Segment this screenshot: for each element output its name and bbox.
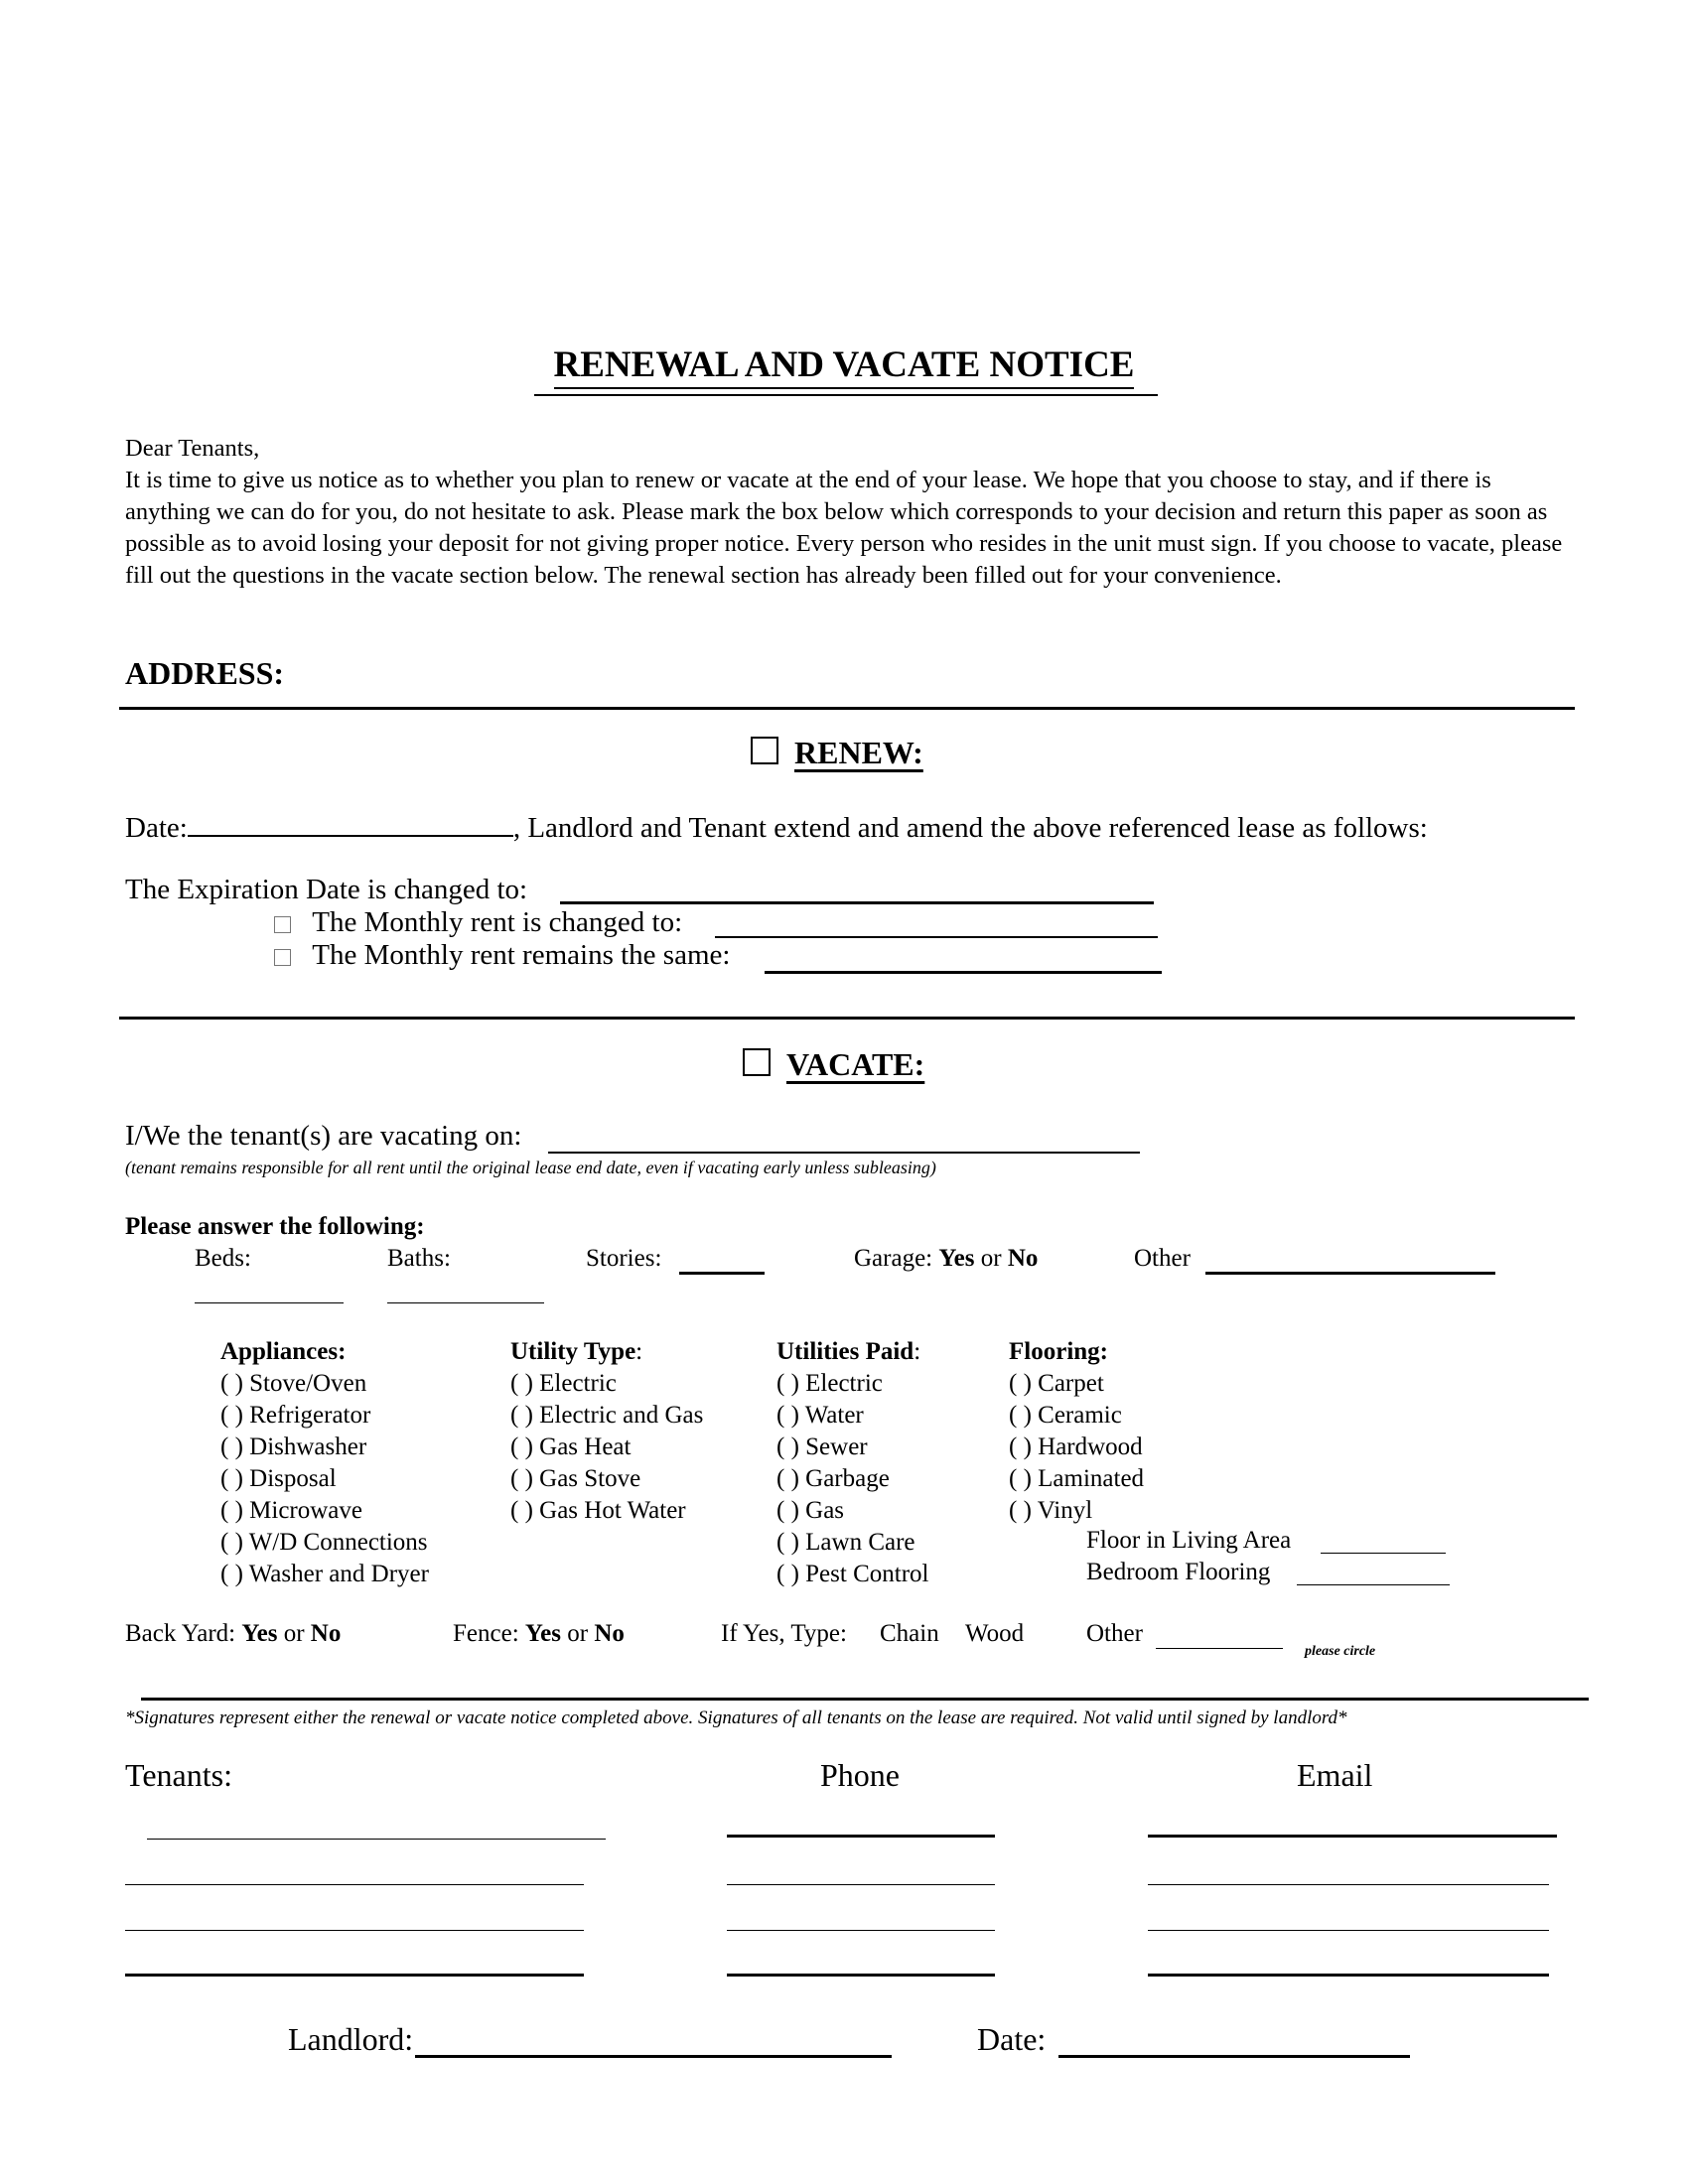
rent-changed-row — [274, 906, 682, 939]
fence-other-label: Other — [1086, 1620, 1143, 1647]
living-area-label: Floor in Living Area — [1086, 1527, 1292, 1554]
utilities-paid-option[interactable]: ( ) Electric — [776, 1370, 883, 1397]
beds-label: Beds: — [195, 1245, 251, 1272]
flooring-option[interactable]: ( ) Hardwood — [1009, 1433, 1143, 1460]
vacating-date-field[interactable] — [548, 1152, 1140, 1154]
appliance-option[interactable]: ( ) Refrigerator — [220, 1402, 371, 1429]
back-yard-label: Back Yard: — [125, 1620, 236, 1647]
rent-changed-field[interactable] — [715, 936, 1158, 938]
utility-type-option[interactable]: ( ) Gas Stove — [510, 1465, 641, 1492]
tenant-signature-field[interactable] — [125, 1974, 584, 1977]
utility-type-option[interactable]: ( ) Gas Heat — [510, 1433, 632, 1460]
phone-label: Phone — [820, 1757, 900, 1793]
rent-same-label: The Monthly rent remains the same: — [312, 939, 731, 971]
appliances-header: Appliances: — [220, 1338, 347, 1365]
landlord-signature-field[interactable] — [415, 2055, 892, 2058]
utilities-paid-option[interactable]: ( ) Water — [776, 1402, 864, 1429]
renew-heading — [751, 735, 923, 771]
landlord-date-field[interactable] — [1058, 2055, 1410, 2058]
baths-label: Baths: — [387, 1245, 451, 1272]
rent-changed-label: The Monthly rent is changed to: — [312, 906, 683, 938]
utility-type-option[interactable]: ( ) Electric and Gas — [510, 1402, 704, 1429]
appliance-option[interactable]: ( ) Disposal — [220, 1465, 337, 1492]
page-title: RENEWAL AND VACATE NOTICE — [0, 343, 1688, 389]
utilities-paid-option[interactable]: ( ) Lawn Care — [776, 1529, 915, 1556]
garage-row — [854, 1245, 1038, 1273]
tenant-signature-field[interactable] — [125, 1884, 584, 1885]
flooring-header: Flooring: — [1009, 1338, 1108, 1365]
rent-same-field[interactable] — [765, 971, 1162, 974]
intro-letter — [125, 433, 1575, 592]
back-yard-yes[interactable]: Yes — [241, 1620, 278, 1647]
rent-changed-checkbox[interactable] — [274, 916, 291, 933]
vacate-heading — [743, 1046, 924, 1083]
utilities-paid-header-row — [776, 1336, 928, 1368]
tenant-phone-field[interactable] — [727, 1930, 995, 1931]
fence-other-field[interactable] — [1156, 1648, 1283, 1649]
utility-type-header: Utility Type — [510, 1338, 636, 1365]
tenant-email-field[interactable] — [1148, 1835, 1557, 1838]
tenant-signature-field[interactable] — [147, 1839, 606, 1840]
expiration-date-field[interactable] — [560, 901, 1154, 904]
back-yard-row — [125, 1620, 341, 1648]
vacating-note: (tenant remains responsible for all rent until the original lease end date, even if vacating early unless subleasing) — [125, 1158, 936, 1177]
flooring-option[interactable]: ( ) Ceramic — [1009, 1402, 1122, 1429]
stories-field[interactable] — [679, 1272, 765, 1275]
back-yard-no[interactable]: No — [310, 1620, 342, 1647]
vacating-label: I/We the tenant(s) are vacating on: — [125, 1120, 522, 1152]
other-label: Other — [1134, 1245, 1191, 1272]
utilities-paid-option[interactable]: ( ) Pest Control — [776, 1561, 929, 1587]
fence-label: Fence: — [453, 1620, 519, 1647]
utility-type-option[interactable]: ( ) Gas Hot Water — [510, 1497, 686, 1524]
date-label: Date: — [125, 812, 188, 844]
flooring-option[interactable]: ( ) Laminated — [1009, 1465, 1145, 1492]
rent-same-checkbox[interactable] — [274, 949, 291, 966]
stories-label: Stories: — [586, 1245, 662, 1272]
beds-field[interactable] — [195, 1302, 344, 1303]
renew-checkbox[interactable] — [751, 737, 778, 764]
bedroom-flooring-field[interactable] — [1297, 1584, 1450, 1585]
fence-type-wood[interactable]: Wood — [965, 1620, 1025, 1647]
landlord-date-label: Date: — [977, 2021, 1047, 2057]
utility-type-column — [510, 1336, 703, 1527]
greeting: Dear Tenants, — [125, 435, 260, 462]
or-text: or — [283, 1620, 305, 1647]
vacate-checkbox[interactable] — [743, 1048, 771, 1076]
living-area-field[interactable] — [1321, 1553, 1446, 1554]
address-label: ADDRESS: — [125, 655, 285, 691]
flooring-option[interactable]: ( ) Vinyl — [1009, 1497, 1093, 1524]
tenant-email-field[interactable] — [1148, 1930, 1549, 1931]
renew-label: RENEW: — [794, 735, 923, 770]
title-rule — [534, 394, 1158, 396]
baths-field[interactable] — [387, 1302, 544, 1303]
flooring-option[interactable]: ( ) Carpet — [1009, 1370, 1104, 1397]
appliance-option[interactable]: ( ) Dishwasher — [220, 1433, 367, 1460]
appliance-option[interactable]: ( ) Microwave — [220, 1497, 362, 1524]
appliance-option[interactable]: ( ) W/D Connections — [220, 1529, 428, 1556]
signatures-note: *Signatures represent either the renewal or vacate notice completed above. Signatures of all tenants on the lease are required. Not valid until signed by landlord* — [125, 1707, 1347, 1728]
expiration-label: The Expiration Date is changed to: — [125, 874, 528, 905]
appliances-column — [220, 1336, 429, 1590]
renew-date-field[interactable] — [188, 813, 513, 837]
appliance-option[interactable]: ( ) Washer and Dryer — [220, 1561, 429, 1587]
renew-date-row — [125, 812, 1428, 845]
utilities-paid-option[interactable]: ( ) Sewer — [776, 1433, 868, 1460]
colon: : — [914, 1338, 921, 1365]
questions-label: Please answer the following: — [125, 1213, 425, 1240]
garage-label: Garage: — [854, 1245, 933, 1272]
please-circle-note: please circle — [1305, 1644, 1376, 1659]
tenant-email-field[interactable] — [1148, 1974, 1549, 1977]
tenant-phone-field[interactable] — [727, 1884, 995, 1885]
tenant-signature-field[interactable] — [125, 1930, 584, 1931]
expiration-row — [125, 874, 527, 906]
fence-row — [453, 1620, 625, 1648]
landlord-label: Landlord: — [288, 2021, 414, 2057]
intro-body: It is time to give us notice as to whether you plan to renew or vacate at the end of your lease. We hope that you choose to stay, and if there is anything we can do for you, do not hesitate to ask. Please mark the box below which corresponds to your decision and return this paper as soon as possible as to avoid losing your deposit for not giving proper notice. Every person who resides in the unit must sign. If you choose to vacate, please fill out the questions in the vacate section below. The renewal section has already been filled out for your convenience. — [125, 467, 1563, 589]
or-text: or — [567, 1620, 589, 1647]
bedroom-flooring-label: Bedroom Flooring — [1086, 1559, 1271, 1585]
utility-type-option[interactable]: ( ) Electric — [510, 1370, 617, 1397]
fence-no[interactable]: No — [594, 1620, 625, 1647]
rent-same-row — [274, 939, 730, 972]
utilities-paid-option[interactable]: ( ) Gas — [776, 1497, 845, 1524]
tenant-email-field[interactable] — [1148, 1884, 1549, 1885]
tenant-phone-field[interactable] — [727, 1974, 995, 1977]
vacating-row — [125, 1120, 521, 1153]
email-label: Email — [1297, 1757, 1373, 1793]
amend-text: , Landlord and Tenant extend and amend the above referenced lease as follows: — [512, 812, 1428, 844]
utility-type-header-row — [510, 1336, 703, 1368]
tenants-label: Tenants: — [125, 1757, 232, 1793]
utilities-paid-header: Utilities Paid — [776, 1338, 914, 1365]
garage-no[interactable]: No — [1007, 1245, 1039, 1272]
section-divider — [141, 1698, 1589, 1701]
colon: : — [635, 1338, 643, 1365]
appliance-option[interactable]: ( ) Stove/Oven — [220, 1370, 367, 1397]
tenant-phone-field[interactable] — [727, 1835, 995, 1838]
utilities-paid-column — [776, 1336, 928, 1590]
fence-type-label: If Yes, Type: — [721, 1620, 847, 1647]
fence-yes[interactable]: Yes — [524, 1620, 561, 1647]
other-field[interactable] — [1205, 1272, 1495, 1275]
section-divider — [119, 707, 1575, 710]
vacate-label: VACATE: — [786, 1046, 925, 1082]
utilities-paid-option[interactable]: ( ) Garbage — [776, 1465, 890, 1492]
garage-yes[interactable]: Yes — [938, 1245, 975, 1272]
or-text: or — [980, 1245, 1002, 1272]
section-divider — [119, 1017, 1575, 1020]
fence-type-chain[interactable]: Chain — [880, 1620, 939, 1647]
flooring-column — [1009, 1336, 1144, 1527]
